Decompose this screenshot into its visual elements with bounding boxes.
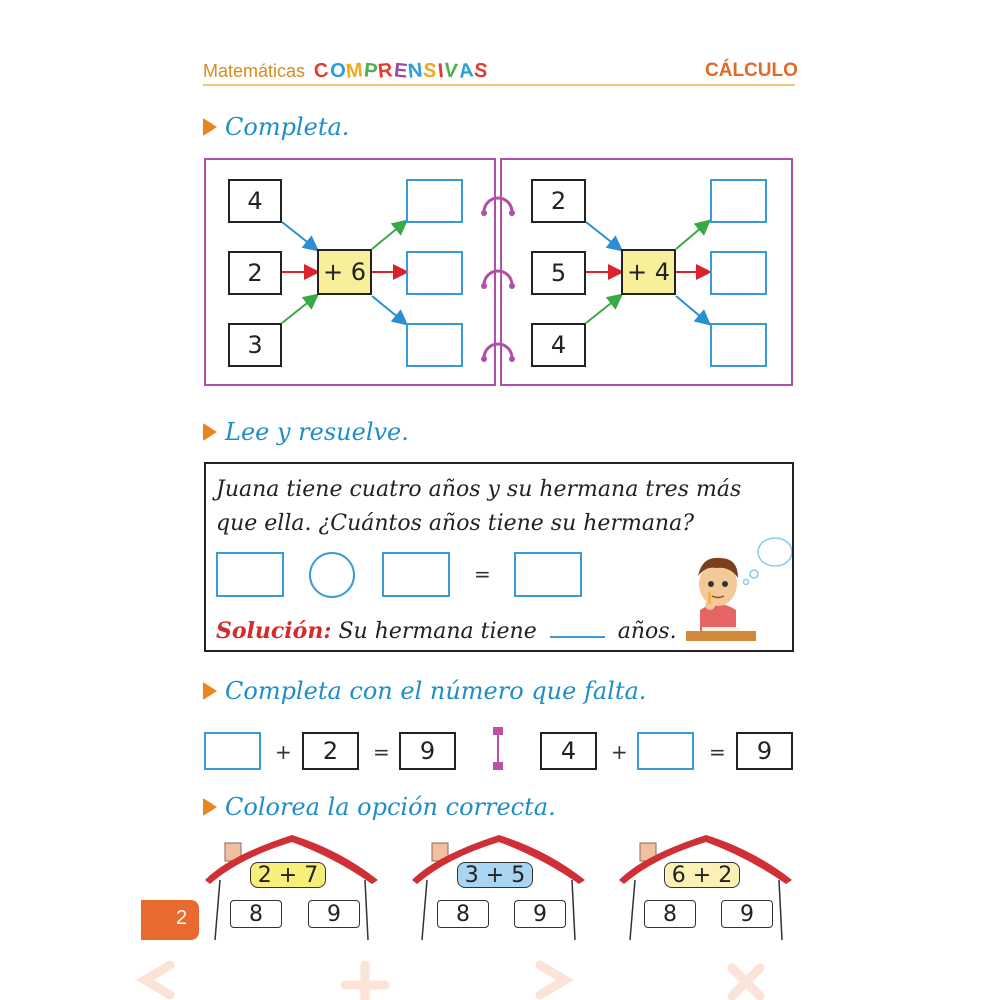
decorative-symbols [0, 960, 1000, 1000]
option-box[interactable]: 8 [644, 900, 696, 928]
equals-sign: = [373, 740, 390, 764]
section-title: Colorea la opción correcta. [225, 793, 556, 821]
brand-letter: M [344, 59, 365, 83]
input-box: 4 [228, 179, 282, 223]
brand-letter: S [472, 59, 490, 83]
brand-letter: I [436, 59, 446, 83]
number-box: 2 [302, 732, 359, 770]
problem-text: Juana tiene cuatro años y su hermana tres más que ella. ¿Cuántos años tiene su hermana? [216, 477, 742, 536]
brand-letter: V [443, 59, 460, 83]
section-title: Lee y resuelve. [225, 418, 409, 446]
brand-letter: E [392, 59, 410, 83]
less-than-icon [145, 965, 170, 995]
page-number-tab [141, 900, 199, 940]
section-title: Completa con el número que falta. [225, 677, 647, 705]
option-box[interactable]: 8 [230, 900, 282, 928]
house-sum-label: 3 + 5 [457, 862, 533, 888]
plus-sign: + [611, 740, 628, 764]
option-box[interactable]: 8 [437, 900, 489, 928]
house-sum-label: 2 + 7 [250, 862, 326, 888]
equals-sign: = [709, 740, 726, 764]
solution-label: Solución: [216, 618, 332, 644]
input-box: 3 [228, 323, 282, 367]
brand-letter: N [406, 59, 425, 83]
solution-text-after: años. [617, 619, 677, 644]
option-box[interactable]: 9 [721, 900, 773, 928]
input-box: 2 [228, 251, 282, 295]
number-box: 9 [399, 732, 456, 770]
brand-letter: P [362, 59, 380, 83]
operation-box: + 6 [317, 249, 372, 295]
input-box: 2 [531, 179, 586, 223]
number-box: 9 [736, 732, 793, 770]
brand-letter: S [422, 59, 439, 83]
equals-sign: = [474, 562, 491, 586]
input-box: 4 [531, 323, 586, 367]
times-icon [732, 968, 760, 996]
operation-box: + 4 [621, 249, 676, 295]
brand-letter: C [312, 59, 331, 83]
solution-text-before: Su hermana tiene [338, 619, 537, 644]
header-section: CÁLCULO [705, 60, 798, 81]
page-number: 2 [176, 907, 188, 929]
brand-letter: A [457, 59, 476, 83]
option-box[interactable]: 9 [308, 900, 360, 928]
plus-icon [345, 965, 385, 1000]
brand-letter: R [376, 59, 395, 83]
number-box: 4 [540, 732, 597, 770]
greater-than-icon [540, 965, 565, 995]
brand-letter: O [328, 59, 348, 83]
house-sum-label: 6 + 2 [664, 862, 740, 888]
plus-sign: + [275, 740, 292, 764]
section-title: Completa. [225, 113, 350, 141]
input-box: 5 [531, 251, 586, 295]
option-box[interactable]: 9 [514, 900, 566, 928]
header-prefix: Matemáticas [203, 61, 306, 81]
